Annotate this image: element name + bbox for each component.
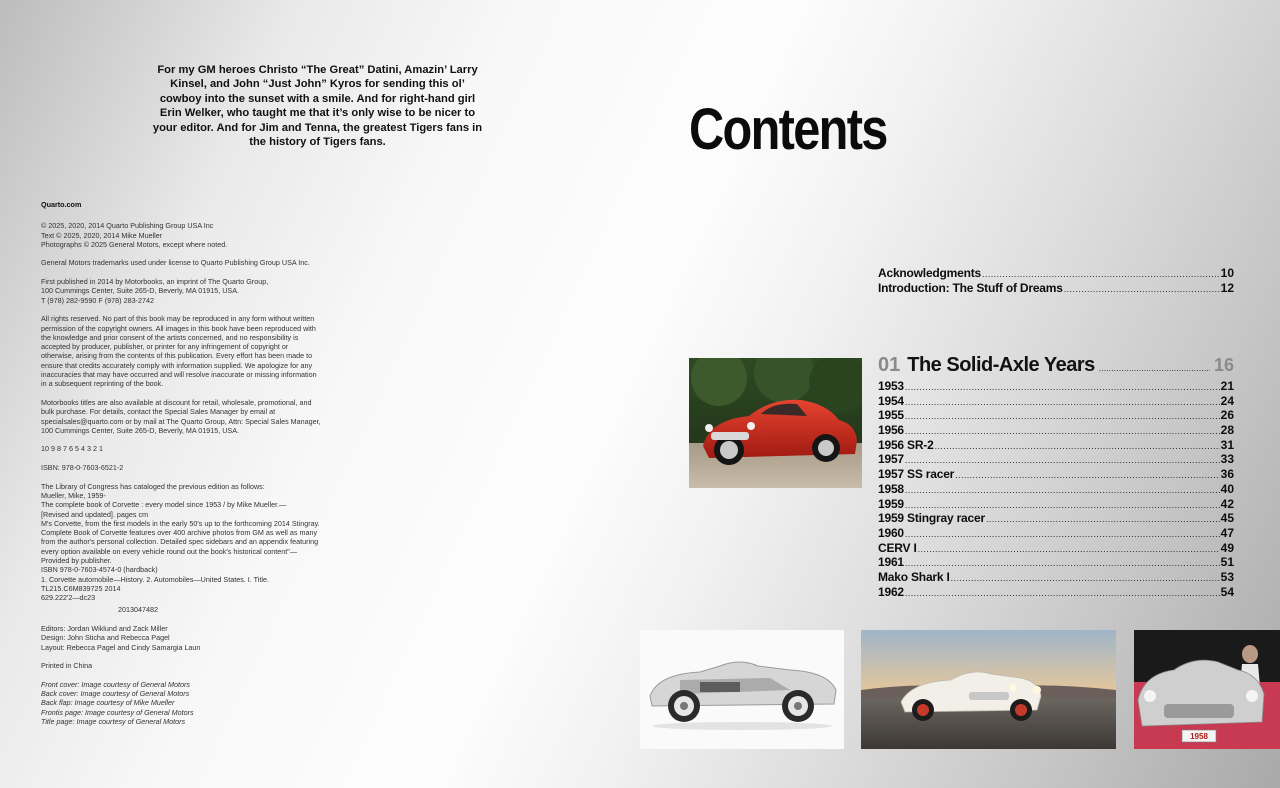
toc-entry-page: 53 — [1220, 569, 1234, 584]
toc-entry-page: 12 — [1220, 280, 1234, 295]
dot-leader — [905, 556, 1220, 571]
toc-entry-page: 28 — [1220, 423, 1234, 438]
printed-in: Printed in China — [41, 661, 93, 671]
publisher-website: Quarto.com — [41, 200, 82, 209]
trademark-notice: General Motors trademarks used under license to Quarto Publishing Group USA Inc. — [41, 258, 310, 268]
toc-entry[interactable] — [878, 482, 1234, 497]
dot-leader — [905, 586, 1220, 601]
chapter-heading[interactable] — [878, 354, 1234, 378]
photo-white-corvette-sunset — [861, 630, 1116, 749]
toc-entry[interactable] — [878, 452, 1234, 467]
toc-front-matter — [878, 266, 1234, 295]
dot-leader — [986, 512, 1220, 527]
toc-entry-label: 1957 — [878, 452, 904, 467]
lccn: 2013047482 — [118, 605, 158, 615]
toc-entry[interactable] — [878, 526, 1234, 541]
toc-entry-page: 26 — [1220, 408, 1234, 423]
toc-entry-page: 36 — [1220, 467, 1234, 482]
chapter-entries — [878, 379, 1234, 599]
toc-entry[interactable] — [878, 266, 1234, 281]
toc-entry[interactable] — [878, 379, 1234, 394]
toc-entry[interactable] — [878, 511, 1234, 526]
copyright-notice: © 2025, 2020, 2014 Quarto Publishing Group USA Inc Text © 2025, 2020, 2014 Mike Mueller Photographs © 2025 General Motors, except where noted. — [41, 221, 228, 249]
dot-leader — [955, 468, 1220, 483]
dot-leader — [905, 527, 1220, 542]
dot-leader — [1064, 282, 1220, 297]
image-credits: Front cover: Image courtesy of General Motors Back cover: Image courtesy of General Motors Back flap: Image courtesy of Mike Mueller Frontis page: Image courtesy of General Motors Title page: Image courtesy of General Motors — [41, 679, 194, 727]
dot-leader — [951, 571, 1220, 586]
chapter-photo-red-corvette — [689, 358, 862, 488]
toc-entry-label: 1955 — [878, 408, 904, 423]
rights-notice: All rights reserved. No part of this book may be reproduced in any form without written permission of the copyright owners. All images in this book have been reproduced with the knowledge and prior consent of the artists concerned, and no responsibility is accepted by producer, publisher, or printer for any infringement of copyright or otherwise, arising from the contents of this publication. Every effort has been made to ensure that credits accurately comply with information supplied. We apologize for any inaccuracies that may have occurred and will resolve inaccurate or missing information in a subsequent reprinting of the book. — [41, 314, 317, 389]
toc-entry-label: 1960 — [878, 525, 904, 540]
toc-entry-label: 1961 — [878, 555, 904, 570]
toc-entry-page: 42 — [1220, 496, 1234, 511]
toc-entry-page: 54 — [1220, 584, 1234, 599]
toc-entry[interactable] — [878, 570, 1234, 585]
chapter-page: 16 — [1213, 355, 1234, 375]
toc-entry-label: 1953 — [878, 379, 904, 393]
dot-leader — [905, 395, 1220, 410]
sales-notice: Motorbooks titles are also available at discount for retail, wholesale, promotional, and bulk purchase. For details, contact the Special Sales Manager by email at specialsales@quarto.com or by mail at The Quarto Group, Attn: Special Sales Manager, 100 Cummings Center, Suite 265-D, Beverly, MA 01915, USA. — [41, 397, 321, 435]
isbn: ISBN: 978-0-7603-6521-2 — [41, 463, 124, 473]
dot-leader — [905, 498, 1220, 513]
dot-leader — [905, 483, 1220, 498]
toc-entry-label: 1957 SS racer — [878, 467, 955, 482]
dedication: For my GM heroes Christo “The Great” Datini, Amazin’ Larry Kinsel, and John “Just John” Kyros for sending this ol’ cowboy into the sunset with a smile. And for right-hand girl Erin Welker, who taught me that it’s only wise to be nicer to your editor. And for Jim and Tenna, the greatest Tigers fans in the history of Tigers fans. — [152, 64, 483, 149]
toc-entry[interactable] — [878, 497, 1234, 512]
toc-chapter — [878, 354, 1234, 599]
dot-leader — [905, 453, 1220, 468]
toc-entry-page: 51 — [1220, 555, 1234, 570]
toc-entry-page: 31 — [1220, 437, 1234, 452]
toc-entry-page: 24 — [1220, 393, 1234, 408]
dot-leader — [935, 439, 1220, 454]
toc-entry[interactable] — [878, 467, 1234, 482]
chapter-number: 01 — [878, 354, 901, 376]
toc-entry-page: 47 — [1220, 525, 1234, 540]
toc-entry-page: 10 — [1220, 266, 1234, 280]
photo-1958-corvette-show-car — [1134, 630, 1280, 749]
dot-leader — [905, 409, 1220, 424]
page-title: Contents — [689, 97, 887, 162]
printing-line: 10 9 8 7 6 5 4 3 2 1 — [41, 444, 103, 454]
toc-entry[interactable] — [878, 555, 1234, 570]
toc-entry-page: 45 — [1220, 511, 1234, 526]
toc-entry-label: 1962 — [878, 584, 904, 599]
toc-entry-label: Introduction: The Stuff of Dreams — [878, 280, 1063, 295]
toc-entry-label: 1959 Stingray racer — [878, 511, 985, 526]
toc-entry[interactable] — [878, 281, 1234, 296]
photo-chassis-cutaway — [640, 630, 844, 749]
toc-entry[interactable] — [878, 408, 1234, 423]
dot-leader — [905, 380, 1220, 395]
toc-entry-label: 1956 — [878, 423, 904, 438]
dot-leader — [918, 542, 1220, 557]
toc-entry[interactable] — [878, 585, 1234, 600]
toc-entry-label: 1959 — [878, 496, 904, 511]
toc-entry-page: 49 — [1220, 540, 1234, 555]
publisher-info: First published in 2014 by Motorbooks, an imprint of The Quarto Group, 100 Cummings Center, Suite 265-D, Beverly, MA 01915, USA. T (978) 282-9590 F (978) 283-2742 — [41, 277, 269, 305]
toc-entry-page: 33 — [1220, 452, 1234, 467]
copyright-page — [41, 200, 321, 736]
dot-leader — [905, 424, 1220, 439]
chapter-title: The Solid-Axle Years — [907, 354, 1095, 376]
toc-entry-label: 1954 — [878, 393, 904, 408]
dot-leader — [982, 267, 1220, 282]
cataloging-data: The Library of Congress has cataloged the previous edition as follows: Mueller, Mike, 1959- The complete book of Corvette : every model since 1953 / by Mike Mueller.— [Revised and updated]. pages cm M's Corvette, from the first models in the early 50's up to the forthcoming 2014 Stingray. Complete Book of Corvette features over 400 archive photos from GM as well as many from the author's personal collection. Detailed spec sidebars and an appendix featuring every option available on every vehicle round out the book's historical content"—Provided by publisher. ISBN 978-0-7603-4574-0 (hardback) 1. Corvette automobile—History. 2. Automobiles—United States. I. Title. TL215.C6M839725 2014 629.222'2—dc23 — [41, 481, 320, 603]
toc-entry[interactable] — [878, 438, 1234, 453]
license-plate: 1958 — [1190, 732, 1208, 741]
toc-entry-label: 1958 — [878, 481, 904, 496]
dot-leader — [1099, 363, 1210, 373]
toc-entry-label: CERV I — [878, 540, 917, 555]
toc-entry[interactable] — [878, 423, 1234, 438]
toc-entry[interactable] — [878, 541, 1234, 556]
toc-entry[interactable] — [878, 394, 1234, 409]
toc-entry-label: Mako Shark I — [878, 569, 950, 584]
right-page — [640, 0, 1280, 788]
toc-entry-label: Acknowledgments — [878, 266, 982, 280]
toc-entry-page: 21 — [1220, 379, 1234, 393]
toc-entry-label: 1956 SR-2 — [878, 437, 934, 452]
toc-entry-page: 40 — [1220, 481, 1234, 496]
editorial-credits: Editors: Jordan Wiklund and Zack Miller Design: John Sticha and Rebecca Pagel Layout: Rebecca Pagel and Cindy Samargia Laun — [41, 624, 201, 652]
